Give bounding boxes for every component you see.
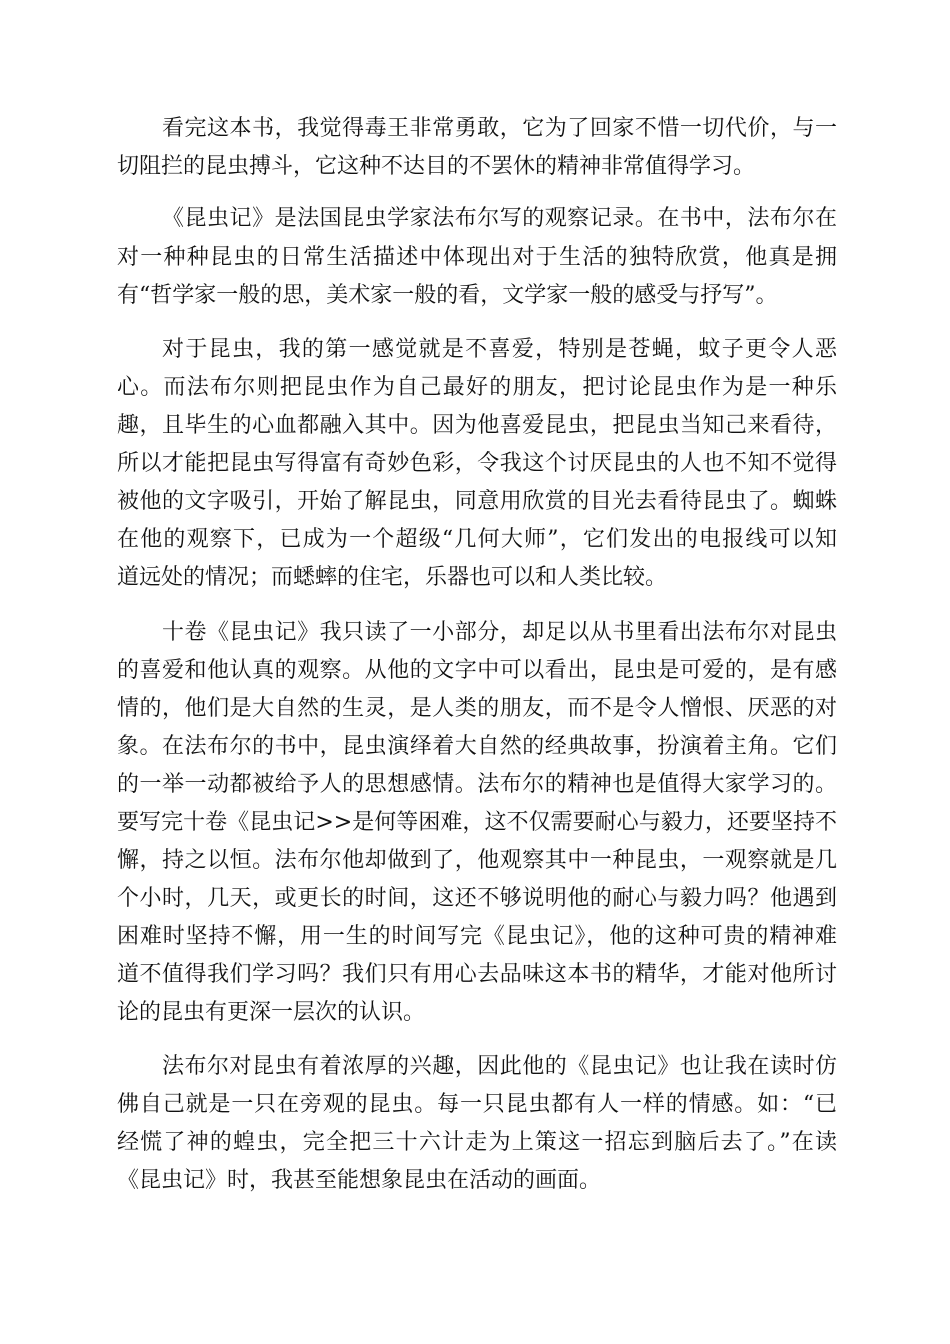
- paragraph-2-line-1: 《昆虫记》是法国昆虫学家法布尔写的观察记录。在书中，法布尔在: [162, 206, 837, 231]
- paragraph-4-line-6: 要写完十卷《昆虫记>>是何等困难，这不仅需要耐心与毅力，还要坚持不: [117, 810, 837, 835]
- paragraph-3-line-4: 所以才能把昆虫写得富有奇妙色彩，令我这个讨厌昆虫的人也不知不觉得: [117, 451, 837, 476]
- paragraph-1-line-1: 看完这本书，我觉得毒王非常勇敢，它为了回家不惜一切代价，与一: [162, 116, 837, 141]
- paragraph-4-line-5: 的一举一动都被给予人的思想感情。法布尔的精神也是值得大家学习的。: [117, 772, 837, 797]
- paragraph-4-line-9: 困难时坚持不懈，用一生的时间写完《昆虫记》，他的这种可贵的精神难: [117, 924, 837, 949]
- paragraph-3-line-3: 趣，且毕生的心血都融入其中。因为他喜爱昆虫，把昆虫当知己来看待，: [117, 413, 837, 438]
- paragraph-4-line-11: 论的昆虫有更深一层次的认识。: [117, 1000, 426, 1025]
- paragraph-4-line-2: 的喜爱和他认真的观察。从他的文字中可以看出，昆虫是可爱的，是有感: [117, 658, 837, 683]
- paragraph-4-line-7: 懈，持之以恒。法布尔他却做到了，他观察其中一种昆虫，一观察就是几: [117, 848, 837, 873]
- paragraph-4-line-3: 情的，他们是大自然的生灵，是人类的朋友，而不是令人憎恨、厌恶的对: [117, 696, 837, 721]
- paragraph-4-line-8: 个小时，几天，或更长的时间，这还不够说明他的耐心与毅力吗？他遇到: [117, 886, 837, 911]
- paragraph-5-line-3: 经慌了神的蝗虫，完全把三十六计走为上策这一招忘到脑后去了。”在读: [117, 1130, 837, 1155]
- paragraph-2-line-2: 对一种种昆虫的日常生活描述中体现出对于生活的独特欣赏，他真是拥: [117, 245, 837, 270]
- paragraph-5-line-2: 佛自己就是一只在旁观的昆虫。每一只昆虫都有人一样的情感。如：“已: [117, 1092, 837, 1117]
- paragraph-4-line-10: 道不值得我们学习吗？我们只有用心去品味这本书的精华，才能对他所讨: [117, 962, 837, 987]
- paragraph-4-line-4: 象。在法布尔的书中，昆虫演绎着大自然的经典故事，扮演着主角。它们: [117, 734, 837, 759]
- paragraph-3-line-5: 被他的文字吸引，开始了解昆虫，同意用欣赏的目光去看待昆虫了。蜘蛛: [117, 489, 837, 514]
- paragraph-5-line-4: 《昆虫记》时，我甚至能想象昆虫在活动的画面。: [117, 1168, 602, 1193]
- paragraph-5-line-1: 法布尔对昆虫有着浓厚的兴趣，因此他的《昆虫记》也让我在读时仿: [162, 1054, 837, 1079]
- paragraph-3-line-1: 对于昆虫，我的第一感觉就是不喜爱，特别是苍蝇，蚊子更令人恶: [162, 337, 837, 362]
- paragraph-2-line-3: 有“哲学家一般的思，美术家一般的看，文学家一般的感受与抒写”。: [117, 283, 778, 308]
- paragraph-3-line-7: 道远处的情况；而蟋蟀的住宅，乐器也可以和人类比较。: [117, 565, 668, 590]
- paragraph-1-line-2: 切阻拦的昆虫搏斗，它这种不达目的不罢休的精神非常值得学习。: [117, 154, 756, 179]
- paragraph-3-line-2: 心。而法布尔则把昆虫作为自己最好的朋友，把讨论昆虫作为是一种乐: [117, 375, 837, 400]
- paragraph-4-line-1: 十卷《昆虫记》我只读了一小部分，却足以从书里看出法布尔对昆虫: [162, 620, 837, 645]
- paragraph-3-line-6: 在他的观察下，已成为一个超级“几何大师”，它们发出的电报线可以知: [117, 527, 837, 552]
